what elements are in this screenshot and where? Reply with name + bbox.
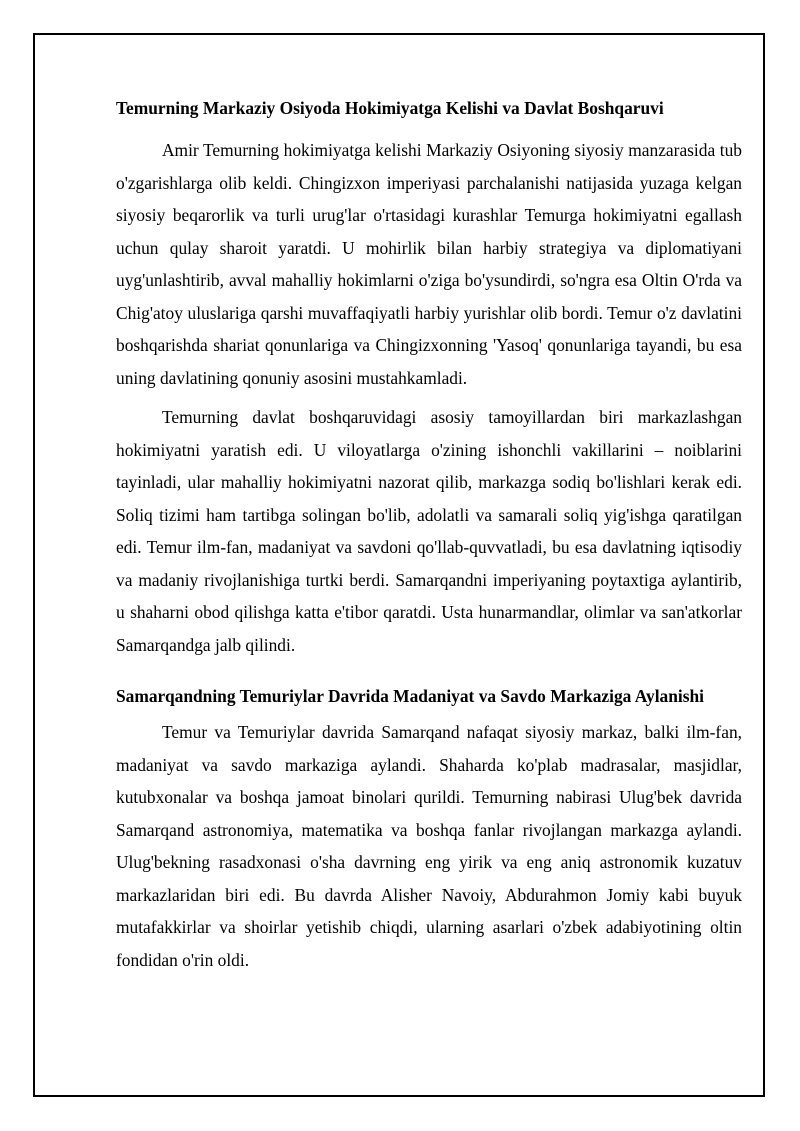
- paragraph: Temur va Temuriylar davrida Samarqand nafaqat siyosiy markaz, balki ilm-fan, madaniyat va savdo markaziga aylandi. Shaharda ko'plab madrasalar, masjidlar, kutubxonalar va boshqa jamoat binolari qurildi. Temurning nabirasi Ulug'bek davrida Samarqand astronomiya, matematika va boshqa fanlar rivojlangan markazga aylandi. Ulug'bekning rasadxonasi o'sha davrning eng yirik va eng aniq astronomik kuzatuv markazlaridan biri edi. Bu davrda Alisher Navoiy, Abdurahmon Jomiy kabi buyuk mutafakkirlar va shoirlar yetishib chiqdi, ularning asarlari o'zbek adabiyotining oltin fondidan o'rin oldi.: [116, 722, 742, 970]
- section-samarqand-culture: [116, 685, 742, 976]
- section-temur-rise: [116, 97, 742, 661]
- paragraph: Amir Temurning hokimiyatga kelishi Markaziy Osiyoning siyosiy manzarasida tub o'zgarishlarga olib keldi. Chingizxon imperiyasi parchalanishi natijasida yuzaga kelgan siyosiy beqarorlik va turli urug'lar o'rtasidagi kurashlar Temurga hokimiyatni egallash uchun qulay sharoit yaratdi. U mohirlik bilan harbiy strategiya va diplomatiyani uyg'unlashtirib, avval mahalliy hokimlarni o'ziga bo'ysundirdi, so'ngra esa Oltin O'rda va Chig'atoy uluslariga qarshi muvaffaqiyatli harbiy yurishlar olib bordi. Temur o'z davlatini boshqarishda shariat qonunlariga va Chingizxonning 'Yasoq' qonunlariga tayandi, bu esa uning davlatining qonuniy asosini mustahkamladi.: [116, 140, 742, 388]
- section-heading: Samarqandning Temuriylar Davrida Madaniyat va Savdo Markaziga Aylanishi: [116, 686, 705, 706]
- paragraph: Temurning davlat boshqaruvidagi asosiy tamoyillardan biri markazlashgan hokimiyatni yaratish edi. U viloyatlarga o'zining ishonchli vakillarini – noiblarini tayinladi, ular mahalliy hokimiyatni nazorat qilib, markazga sodiq bo'lishlari kerak edi. Soliq tizimi ham tartibga solingan bo'lib, adolatli va samarali soliq yig'ishga qaratilgan edi. Temur ilm-fan, madaniyat va savdoni qo'llab-quvvatladi, bu esa davlatning iqtisodiy va madaniy rivojlanishiga turtki berdi. Samarqandni imperiyaning poytaxtiga aylantirib, u shaharni obod qilishga katta e'tibor qaratdi. Usta hunarmandlar, olimlar va san'atkorlar Samarqandga jalb qilindi.: [116, 407, 742, 655]
- document-body: [116, 97, 742, 983]
- section-heading: Temurning Markaziy Osiyoda Hokimiyatga Kelishi va Davlat Boshqaruvi: [116, 98, 664, 118]
